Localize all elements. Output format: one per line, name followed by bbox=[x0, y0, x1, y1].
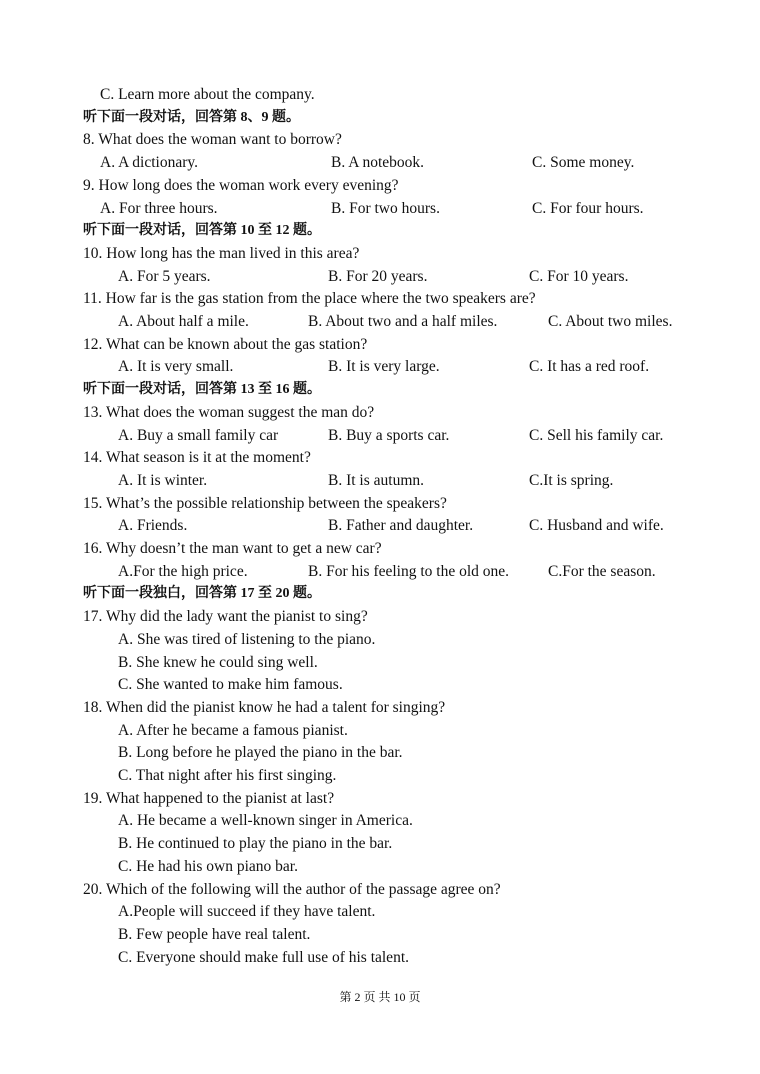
answer-option: B. It is very large. bbox=[328, 358, 440, 376]
question-text: 17. Why did the lady want the pianist to sing? bbox=[83, 608, 368, 626]
question-text: 19. What happened to the pianist at last? bbox=[83, 789, 335, 807]
answer-option: C. He had his own piano bar. bbox=[118, 857, 298, 875]
answer-option: B. For two hours. bbox=[331, 199, 440, 217]
answer-option: A. She was tired of listening to the piano. bbox=[118, 630, 376, 648]
answer-option: C. Sell his family car. bbox=[529, 426, 664, 444]
answer-option: A. Friends. bbox=[118, 517, 188, 535]
section-instruction: 听下面一段对话，回答第 8、9 题。 bbox=[83, 109, 300, 125]
question-text: 14. What season is it at the moment? bbox=[83, 449, 311, 467]
answer-option: A.For the high price. bbox=[118, 562, 248, 580]
answer-option: C. Learn more about the company. bbox=[100, 86, 315, 103]
question-text: 16. Why doesn’t the man want to get a new car? bbox=[83, 540, 382, 557]
answer-option: C.For the season. bbox=[548, 562, 656, 580]
answer-option: A. Buy a small family car bbox=[118, 426, 279, 444]
answer-option: C. That night after his first singing. bbox=[118, 767, 337, 784]
section-instruction: 听下面一段对话，回答第 10 至 12 题。 bbox=[83, 223, 321, 239]
answer-option: B. Buy a sports car. bbox=[328, 426, 450, 444]
answer-option: B. Long before he played the piano in the bar. bbox=[118, 744, 403, 762]
answer-option: A. He became a well-known singer in America. bbox=[118, 812, 413, 830]
question-text: 12. What can be known about the gas station? bbox=[83, 335, 368, 353]
answer-option: B. For 20 years. bbox=[328, 267, 428, 285]
answer-option: C. About two miles. bbox=[548, 313, 673, 330]
answer-option: A. For 5 years. bbox=[118, 267, 211, 285]
answer-option: B. It is autumn. bbox=[328, 471, 425, 489]
answer-option: C. Husband and wife. bbox=[529, 517, 664, 535]
answer-option: A. About half a mile. bbox=[118, 313, 249, 330]
question-text: 8. What does the woman want to borrow? bbox=[83, 131, 342, 149]
answer-option: C. It has a red roof. bbox=[529, 358, 650, 376]
page-footer: 第 2 页 共 10 页 bbox=[339, 990, 421, 1004]
question-text: 11. How far is the gas station from the place where the two speakers are? bbox=[83, 290, 536, 308]
answer-option: C. For four hours. bbox=[532, 199, 644, 217]
answer-option: B. A notebook. bbox=[331, 154, 425, 172]
answer-option: C. Everyone should make full use of his talent. bbox=[118, 948, 409, 966]
section-instruction: 听下面一段独白，回答第 17 至 20 题。 bbox=[83, 586, 321, 602]
question-text: 15. What’s the possible relationship between the speakers? bbox=[83, 494, 447, 512]
question-text: 20. Which of the following will the author of the passage agree on? bbox=[83, 880, 501, 898]
answer-option: A. It is very small. bbox=[118, 358, 234, 376]
answer-option: B. For his feeling to the old one. bbox=[308, 562, 510, 580]
question-text: 13. What does the woman suggest the man do? bbox=[83, 403, 375, 421]
answer-option: C.It is spring. bbox=[529, 471, 614, 489]
answer-option: B. About two and a half miles. bbox=[308, 313, 498, 330]
section-instruction: 听下面一段对话，回答第 13 至 16 题。 bbox=[83, 382, 321, 398]
question-text: 10. How long has the man lived in this area? bbox=[83, 244, 360, 262]
question-text: 9. How long does the woman work every evening? bbox=[83, 176, 399, 194]
answer-option: C. Some money. bbox=[532, 154, 635, 172]
answer-option: A.People will succeed if they have talent. bbox=[118, 903, 376, 921]
answer-option: B. Few people have real talent. bbox=[118, 925, 311, 943]
answer-option: A. For three hours. bbox=[100, 199, 218, 217]
answer-option: A. A dictionary. bbox=[100, 154, 199, 172]
answer-option: A. After he became a famous pianist. bbox=[118, 721, 348, 739]
answer-option: B. Father and daughter. bbox=[328, 517, 474, 535]
answer-option: C. For 10 years. bbox=[529, 267, 629, 285]
answer-option: B. She knew he could sing well. bbox=[118, 653, 318, 671]
answer-option: A. It is winter. bbox=[118, 471, 208, 489]
question-text: 18. When did the pianist know he had a talent for singing? bbox=[83, 698, 446, 716]
answer-option: C. She wanted to make him famous. bbox=[118, 676, 343, 694]
answer-option: B. He continued to play the piano in the bar. bbox=[118, 835, 393, 853]
